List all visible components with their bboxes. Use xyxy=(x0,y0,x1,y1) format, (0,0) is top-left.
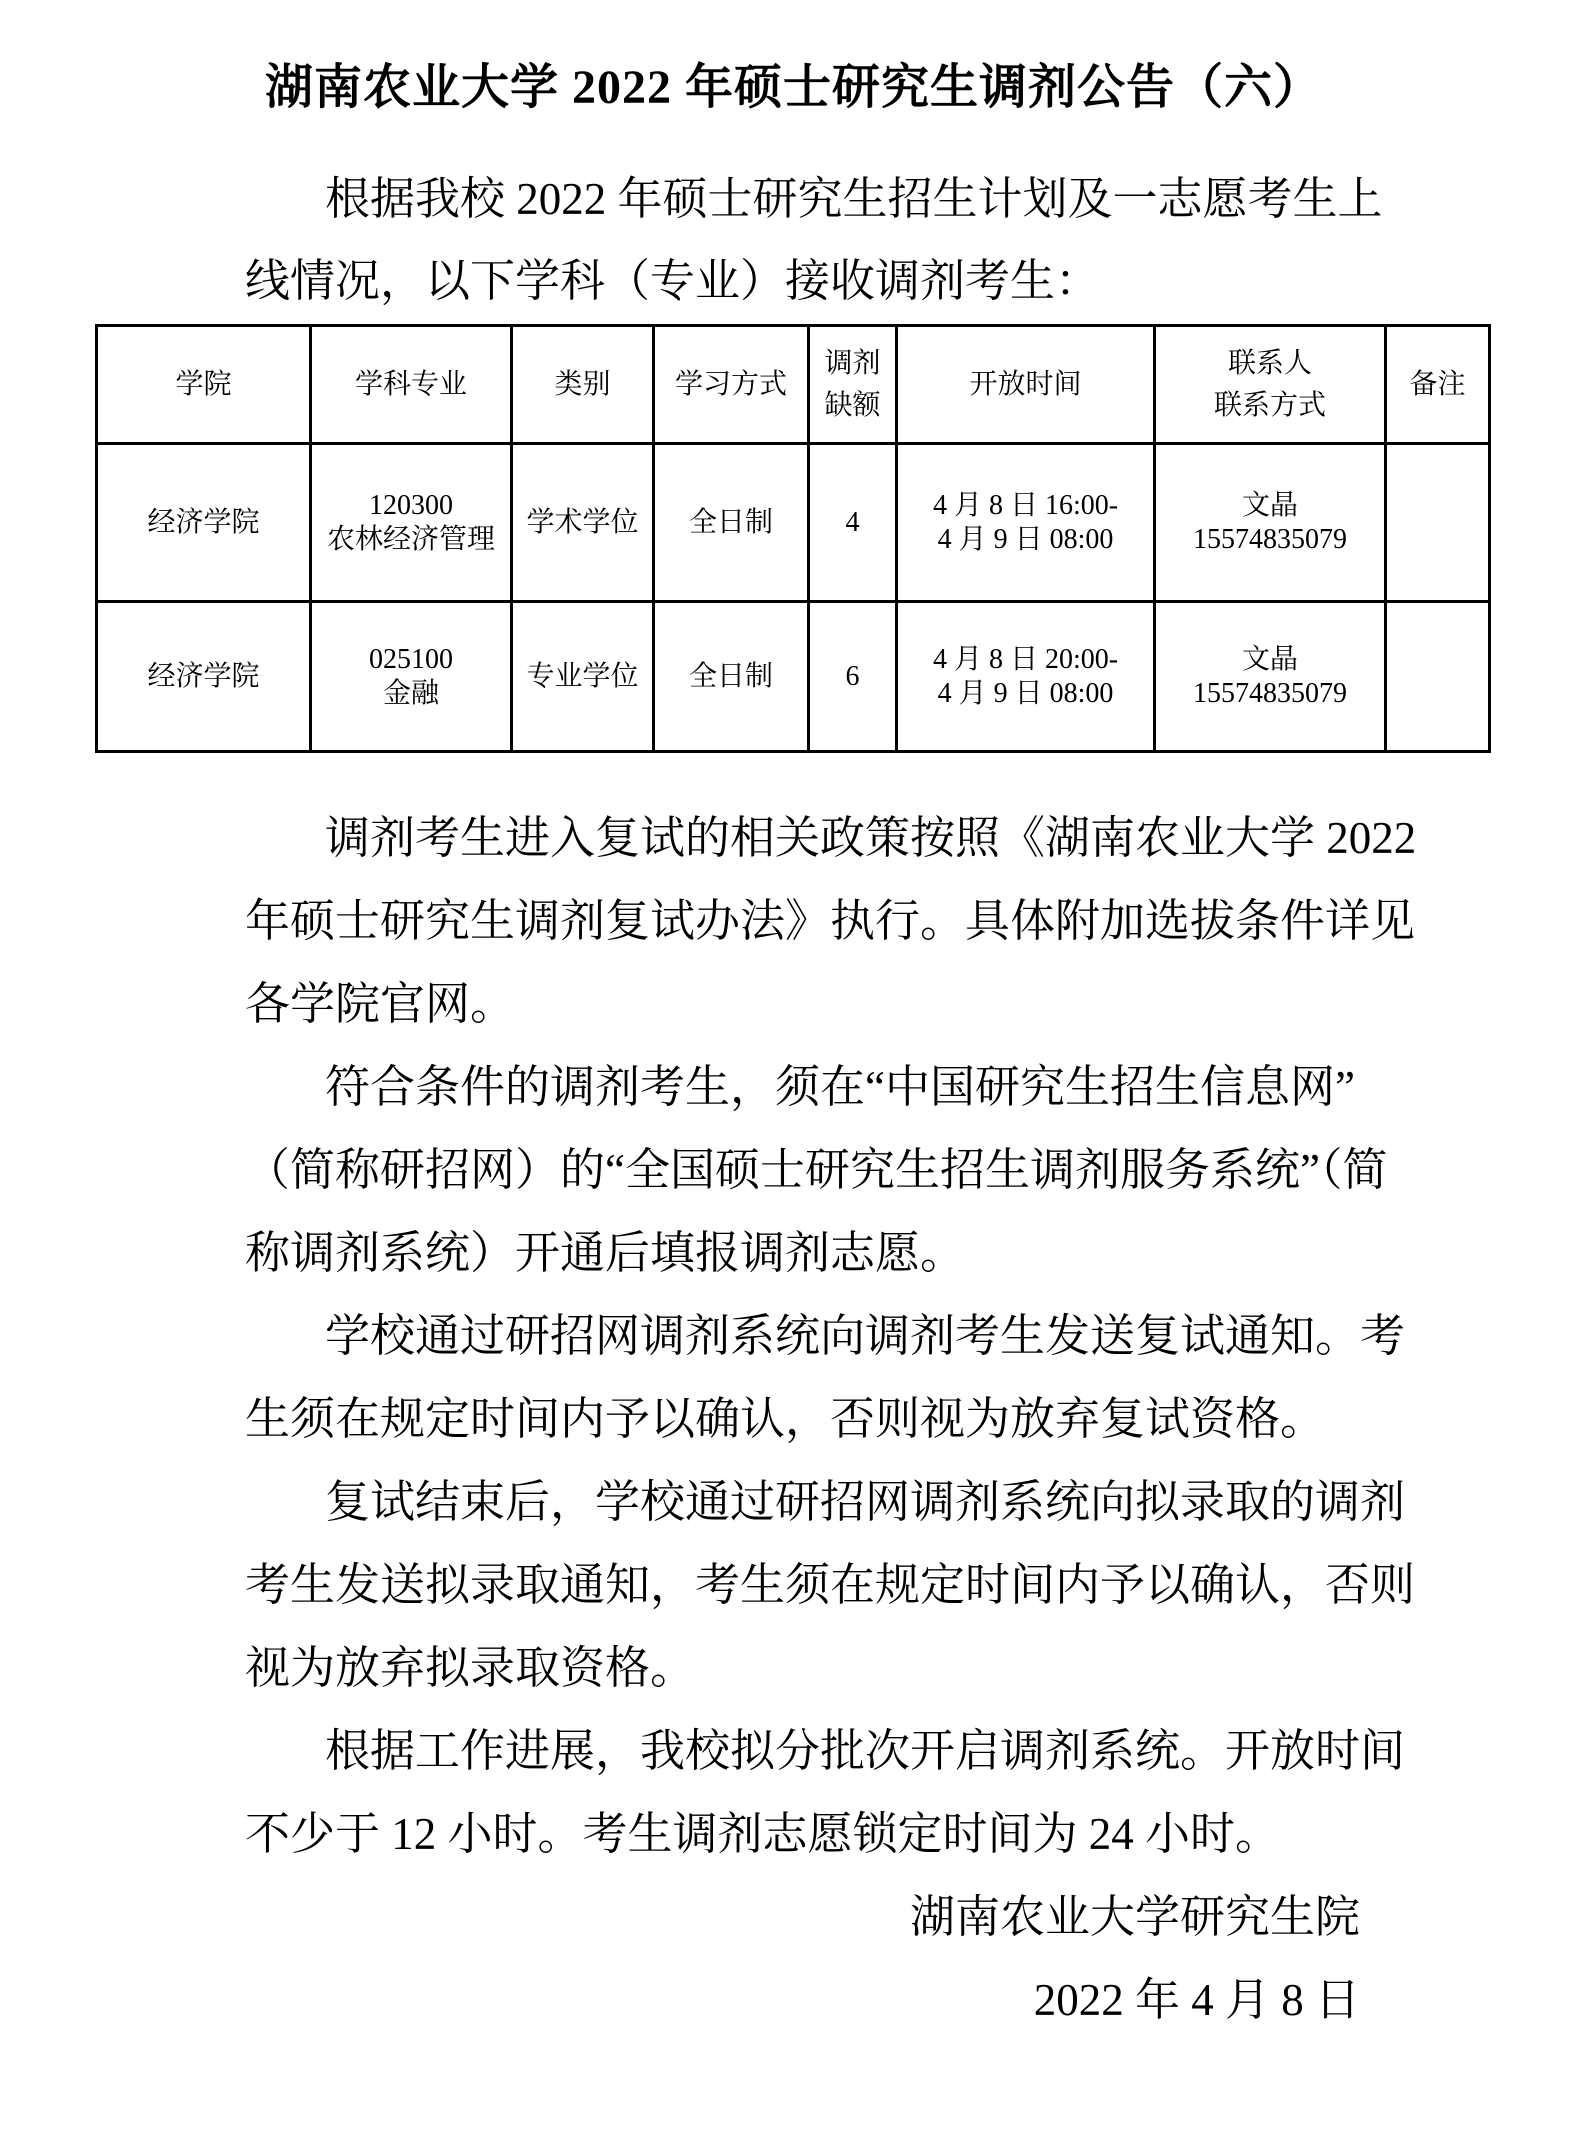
document-body xyxy=(245,797,1417,2042)
table-cell xyxy=(512,602,654,752)
cell-line: 专业学位 xyxy=(526,660,639,692)
table-row xyxy=(97,444,1490,602)
table-header-cell xyxy=(1386,326,1490,444)
paragraph-line: 视为放弃拟录取资格。 xyxy=(245,1643,696,1693)
paragraph-line: 符合条件的调剂考生，须在“中国研究生招生信息网” xyxy=(325,1062,1355,1112)
table-cell xyxy=(97,602,311,752)
body-paragraph xyxy=(245,1461,1416,1710)
cell-line: 4 xyxy=(845,506,860,538)
table-header-cell xyxy=(512,326,654,444)
table-cell xyxy=(311,444,512,602)
cell-line: 4 月 9 日 08:00 xyxy=(937,677,1114,709)
paragraph-line: 复试结束后，学校通过研招网调剂系统向拟录取的调剂 xyxy=(325,1477,1406,1527)
paragraph-line: 根据工作进展，我校拟分批次开启调剂系统。开放时间 xyxy=(325,1726,1406,1776)
table-cell xyxy=(1155,444,1386,602)
cell-line: 联系方式 xyxy=(1213,389,1326,421)
cell-line: 全日制 xyxy=(688,506,773,538)
cell-line: 学科专业 xyxy=(354,368,467,400)
paragraph-line: 不少于 12 小时。考生调剂志愿锁定时间为 24 小时。 xyxy=(245,1809,1281,1859)
table-wrapper xyxy=(95,324,1587,753)
cell-line: 缺额 xyxy=(824,389,881,421)
body-paragraph xyxy=(245,1295,1406,1461)
body-paragraph xyxy=(245,797,1417,1046)
cell-line: 学术学位 xyxy=(526,506,639,538)
table-header-cell xyxy=(1155,326,1386,444)
cell-line: 联系人 xyxy=(1227,347,1312,379)
cell-line: 4 月 8 日 20:00- xyxy=(932,643,1119,675)
cell-line: 全日制 xyxy=(688,660,773,692)
cell-line: 学习方式 xyxy=(674,368,787,400)
cell-line: 农林经济管理 xyxy=(326,523,495,555)
document-date: 2022 年 4 月 8 日 xyxy=(1033,1975,1360,2025)
cell-line: 类别 xyxy=(554,368,611,400)
cell-line: 4 月 9 日 08:00 xyxy=(937,523,1114,555)
cell-line: 120300 xyxy=(369,489,453,521)
intro-paragraph xyxy=(245,158,1383,322)
table-cell xyxy=(97,444,311,602)
table-cell xyxy=(512,444,654,602)
table-header-cell xyxy=(809,326,897,444)
cell-line: 经济学院 xyxy=(147,506,260,538)
document-page xyxy=(0,58,1587,2135)
table-cell xyxy=(809,602,897,752)
table-header-cell xyxy=(97,326,311,444)
signature: 湖南农业大学研究生院 xyxy=(909,1892,1360,1942)
paragraph-line: 生须在规定时间内予以确认，否则视为放弃复试资格。 xyxy=(245,1394,1326,1444)
paragraph-line: 称调剂系统）开通后填报调剂志愿。 xyxy=(245,1228,966,1278)
table-cell xyxy=(654,444,809,602)
cell-line: 调剂 xyxy=(824,347,881,379)
cell-line: 文晶 xyxy=(1241,643,1298,675)
paragraph-line: 线情况，以下学科（专业）接收调剂考生： xyxy=(245,256,1101,306)
table-row xyxy=(97,602,1490,752)
table-cell-remark-empty xyxy=(1386,602,1490,752)
table-cell xyxy=(1155,602,1386,752)
cell-line: 6 xyxy=(845,660,860,692)
body-paragraph xyxy=(245,1710,1406,1876)
document-title: 湖南农业大学 2022 年硕士研究生调剂公告（六） xyxy=(264,61,1322,114)
paragraph-line: 根据我校 2022 年硕士研究生招生计划及一志愿考生上 xyxy=(325,174,1383,224)
table-cell xyxy=(654,602,809,752)
table-header-cell xyxy=(654,326,809,444)
paragraph-line: 各学院官网。 xyxy=(245,979,516,1029)
paragraph-line: 年硕士研究生调剂复试办法》执行。具体附加选拔条件详见 xyxy=(245,896,1416,946)
cell-line: 025100 xyxy=(369,643,453,675)
table-cell xyxy=(897,444,1155,602)
table-cell xyxy=(897,602,1155,752)
cell-line: 金融 xyxy=(382,677,439,709)
cell-line: 4 月 8 日 16:00- xyxy=(932,489,1119,521)
transfer-quota-table xyxy=(95,324,1491,753)
cell-line: 开放时间 xyxy=(969,368,1082,400)
cell-line: 文晶 xyxy=(1241,489,1298,521)
cell-line: 15574835079 xyxy=(1193,677,1347,709)
paragraph-line: 考生发送拟录取通知，考生须在规定时间内予以确认，否则 xyxy=(245,1560,1416,1610)
paragraph-line: （简称研招网）的“全国硕士研究生招生调剂服务系统”（简 xyxy=(245,1145,1388,1195)
table-cell xyxy=(311,602,512,752)
paragraph-line: 学校通过研招网调剂系统向调剂考生发送复试通知。考 xyxy=(325,1311,1406,1361)
cell-line: 学院 xyxy=(175,368,232,400)
cell-line: 经济学院 xyxy=(147,660,260,692)
table-cell xyxy=(809,444,897,602)
cell-line: 备注 xyxy=(1409,368,1466,400)
cell-line: 15574835079 xyxy=(1193,523,1347,555)
table-header-cell xyxy=(897,326,1155,444)
table-cell-remark-empty xyxy=(1386,444,1490,602)
body-paragraph xyxy=(245,1046,1388,1295)
table-header-row xyxy=(97,326,1490,444)
table-header-cell xyxy=(311,326,512,444)
paragraph-line: 调剂考生进入复试的相关政策按照《湖南农业大学 2022 xyxy=(325,813,1417,863)
